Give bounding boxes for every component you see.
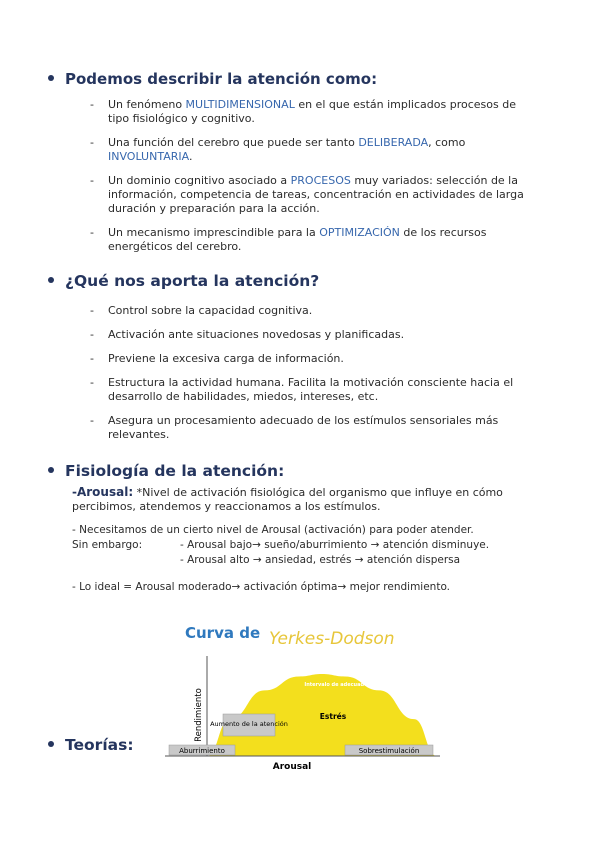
list-item (90, 136, 540, 164)
list-item (90, 98, 540, 126)
ideal-line: - Lo ideal = Arousal moderado→ activación óptima→ mejor rendimiento. (72, 581, 451, 593)
chart-svg (165, 618, 445, 770)
however-label: Sin embargo: (72, 539, 143, 551)
list-item: - Previene la excesiva carga de información. (90, 352, 540, 366)
list-item: - Estructura la actividad humana. Facilita la motivación consciente hacia el desarrollo de habilidades, miedos, intereses, etc. (90, 376, 540, 404)
text: , como (428, 136, 466, 149)
list-item (90, 226, 540, 254)
boredom-label: Aburrimiento (179, 747, 225, 755)
arousal-definition (72, 485, 542, 514)
bullet-icon (48, 277, 54, 283)
low-arousal-line: - Arousal bajo→ sueño/aburrimiento → atención disminuye. (180, 539, 490, 551)
heading-theories-text: Teorías: (65, 736, 134, 754)
list-item: - Control sobre la capacidad cognitiva. (90, 304, 540, 318)
heading-theories (48, 736, 134, 754)
heading-contribution-text: ¿Qué nos aporta la atención? (65, 272, 320, 290)
stress-label: Estrés (319, 712, 347, 721)
text: Una función del cerebro que puede ser tanto (108, 136, 359, 149)
bullet-icon (48, 467, 54, 473)
list-item (90, 174, 540, 216)
heading-physiology-text: Fisiología de la atención: (65, 462, 285, 480)
text: Un fenómeno (108, 98, 186, 111)
heading-physiology (48, 462, 284, 480)
text: Un mecanismo imprescindible para la (108, 226, 320, 239)
heading-attention-text: Podemos describir la atención como: (65, 70, 378, 88)
list-item: - Activación ante situaciones novedosas y planificadas. (90, 328, 540, 342)
x-axis-label: Arousal (272, 762, 312, 770)
keyword: INVOLUNTARIA (108, 150, 189, 163)
keyword: MULTIDIMENSIONAL (185, 98, 295, 111)
arousal-label: -Arousal: (72, 485, 134, 499)
need-line: - Necesitamos de un cierto nivel de Arousal (activación) para poder atender. (72, 524, 474, 536)
bullet-icon (48, 75, 54, 81)
text: de los recursos energéticos del cerebro. (108, 226, 487, 253)
chart-title-main: Curva de (185, 624, 261, 642)
bullet-icon (48, 741, 54, 747)
arousal-text: *Nivel de activación fisiológica del organismo que influye en cómo percibimos, atendemos y reaccionamos a los estímulos. (72, 486, 503, 513)
text: en el que están implicados procesos de tipo fisiológico y cognitivo. (108, 98, 516, 125)
overstim-label: Sobrestimulación (358, 747, 420, 755)
yerkes-dodson-chart (165, 618, 445, 774)
attention-list (90, 98, 540, 264)
contribution-list (90, 304, 540, 452)
keyword: OPTIMIZACIÓN (319, 226, 400, 239)
keyword: PROCESOS (290, 174, 351, 187)
peak-label: Punto óptimo de resultado (248, 666, 332, 672)
text: . (188, 150, 193, 163)
heading-contribution (48, 272, 319, 290)
chart-title-script: Yerkes-Dodson (269, 629, 395, 649)
text: muy variados: selección de la información, competencia de tareas, concentración en actividades de larga duración y preparación para la acción. (108, 174, 524, 215)
list-item: - Asegura un procesamiento adecuado de los estímulos sensoriales más relevantes. (90, 414, 540, 442)
keyword: DELIBERADA (358, 136, 429, 149)
y-axis-label: Rendimiento (194, 688, 204, 742)
text: Un dominio cognitivo asociado a (108, 174, 291, 187)
increase-label: Aumento de la atención (210, 720, 288, 728)
heading-attention (48, 70, 377, 88)
high-arousal-line: - Arousal alto → ansiedad, estrés → atención dispersa (180, 554, 461, 566)
interval-label: Intervalo de adecuado rendimiento (304, 682, 404, 688)
